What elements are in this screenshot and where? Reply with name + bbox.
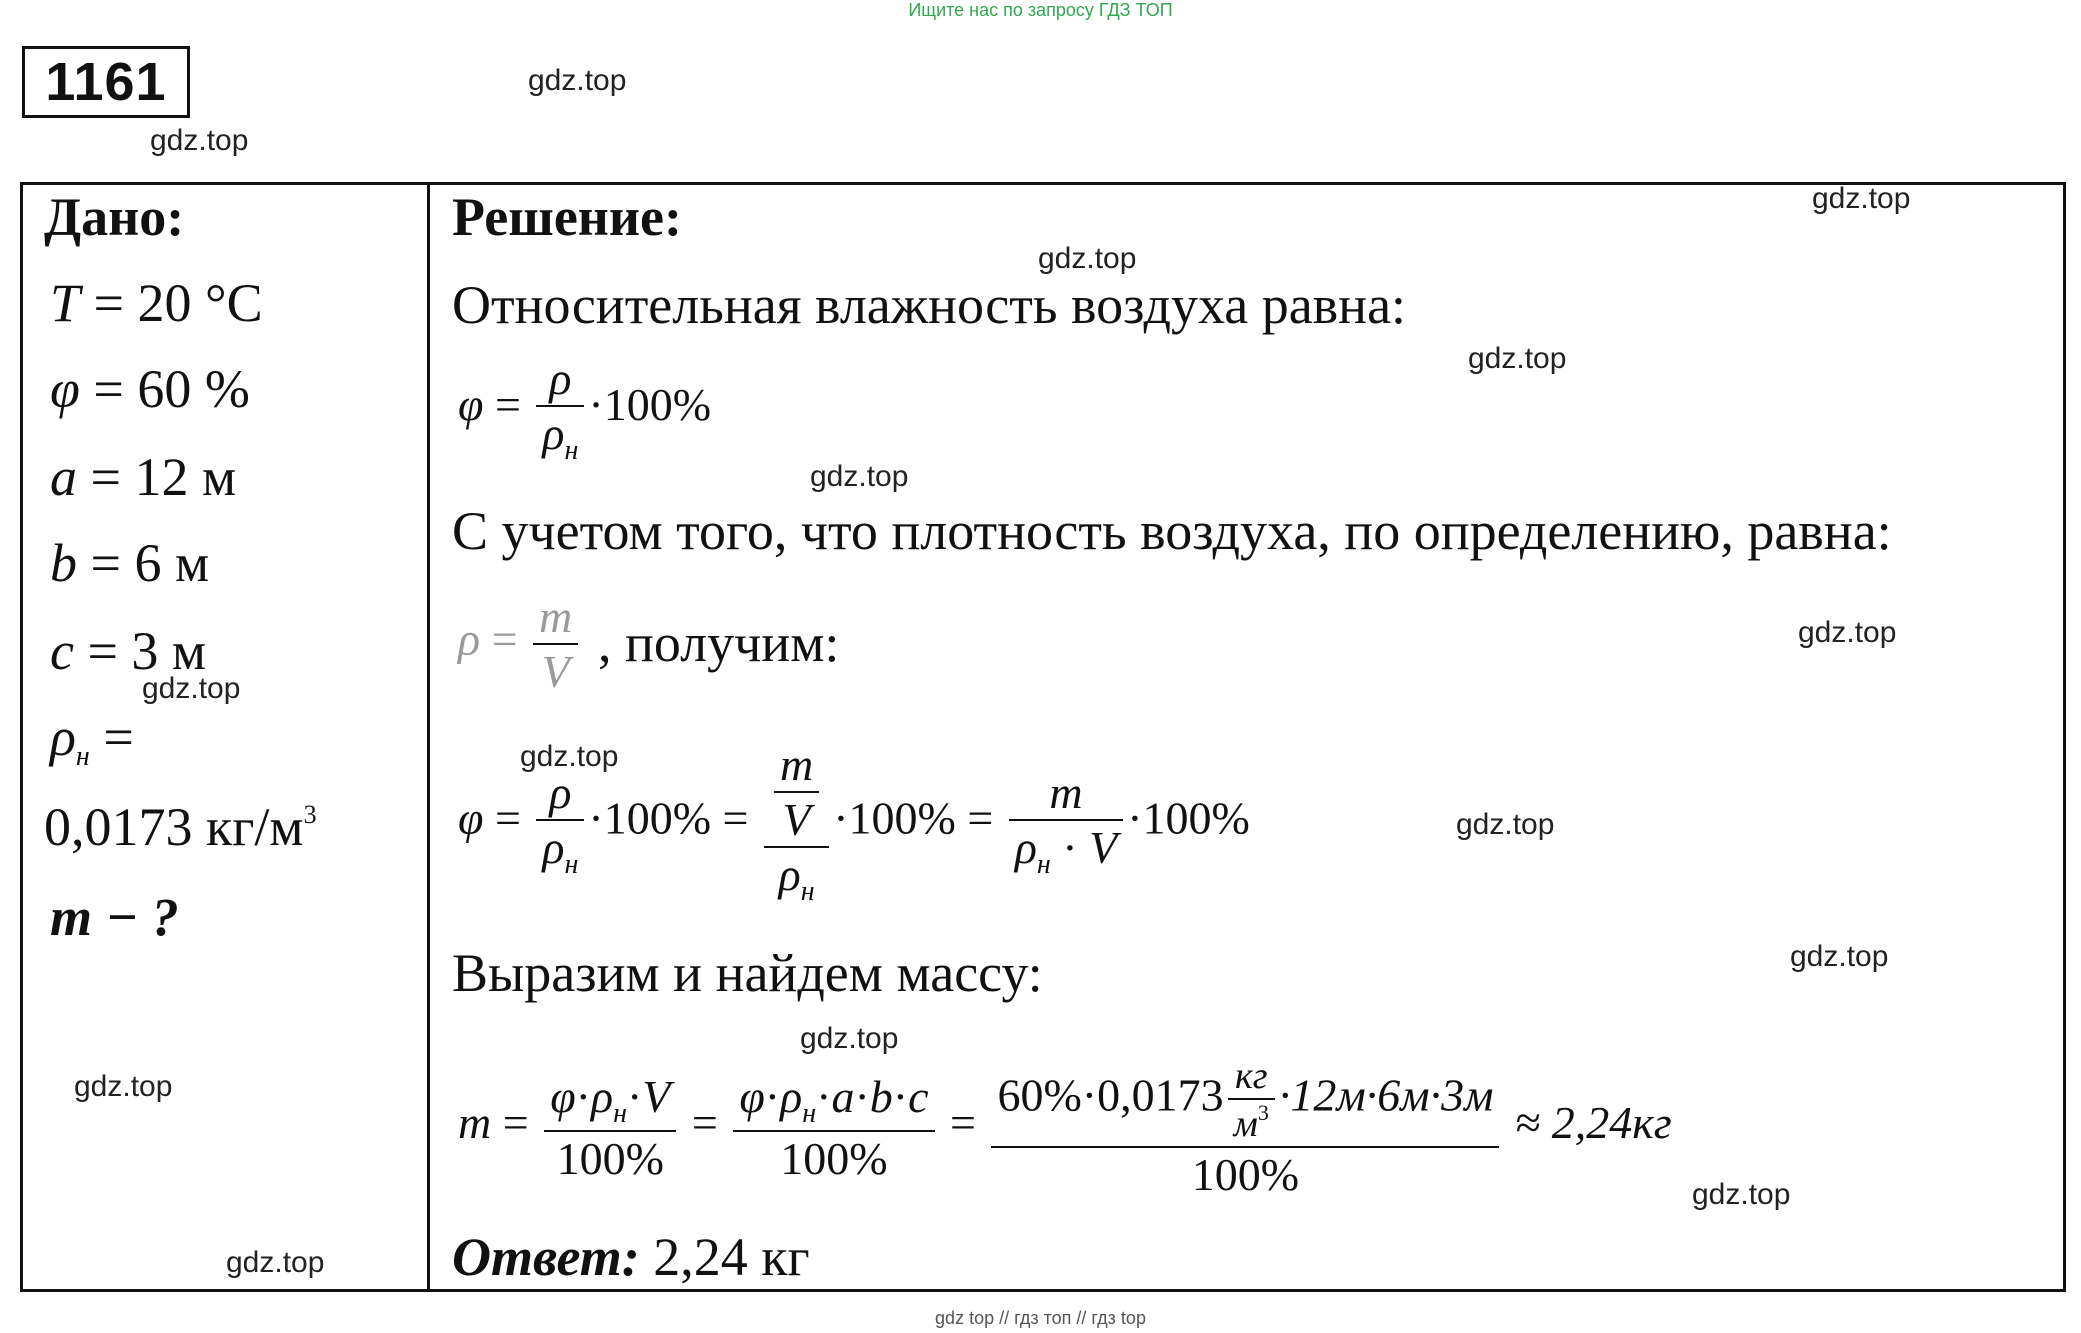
- given-temperature: T = 20 °C: [50, 273, 263, 333]
- solution-text-3: , получим:: [598, 613, 840, 673]
- watermark: gdz.top: [1812, 182, 1911, 215]
- given-length-c: c = 3 м: [50, 621, 207, 681]
- formula-mass: m = $\frac{\varphi\cdot\rho_н\cdot V}{100\%}$ = $\frac{\varphi\cdot\rho_н\cdot a\cdot b\cdot c}{100\%}$ = 60%·0,0173 $\frac{кг}{м^3}$ ·12м·6м·3м 100% ≈ 2,24кг: [458, 1055, 1672, 1200]
- watermark: gdz.top: [74, 1070, 173, 1103]
- solution-text-4: Выразим и найдем массу:: [452, 943, 1043, 1003]
- task-number: 1161: [22, 46, 190, 118]
- watermark: gdz.top: [226, 1246, 325, 1279]
- footer: gdz top // гдз топ // гдз top: [935, 1308, 1146, 1328]
- given-length-a: a = 12 м: [50, 447, 237, 507]
- watermark: gdz.top: [1456, 808, 1555, 841]
- watermark: gdz.top: [1790, 940, 1889, 973]
- watermark: gdz.top: [520, 740, 619, 773]
- solution-text-2: С учетом того, что плотность воздуха, по определению, равна:: [452, 501, 1892, 561]
- watermark: gdz.top: [1468, 342, 1567, 375]
- watermark: gdz.top: [142, 672, 241, 705]
- formula-density: ρ = $\frac{m}{V}$: [458, 590, 582, 698]
- given-unknown: m − ?: [50, 887, 179, 947]
- formula-humidity: φ = $\frac{\rho}{\rho_н}$ ·100%: [458, 353, 712, 466]
- watermark: gdz.top: [528, 64, 627, 97]
- watermark: gdz.top: [1798, 616, 1897, 649]
- solution-text-1: Относительная влажность воздуха равна:: [452, 275, 1407, 335]
- given-saturated-density-value: 0,0173 $кг/м^3$: [44, 797, 317, 857]
- watermark: gdz.top: [810, 460, 909, 493]
- solution-heading: Решение:: [452, 187, 682, 247]
- formula-substitution: φ = $\frac{\rho}{\rho_н}$ ·100% = $\frac{\frac{m}{V}}{\rho_н}$ ·100% = $\frac{m}{\rho_н \cdot V}$ ·100%: [458, 739, 1250, 907]
- answer: Ответ: 2,24 кг: [452, 1227, 810, 1287]
- given-saturated-density: $\rho_н$ =: [50, 707, 134, 772]
- watermark: gdz.top: [1038, 242, 1137, 275]
- watermark: gdz.top: [150, 124, 249, 157]
- given-humidity: φ = 60 %: [50, 359, 250, 419]
- watermark: gdz.top: [1692, 1178, 1791, 1211]
- column-divider: [427, 182, 430, 1292]
- given-heading: Дано:: [44, 187, 185, 247]
- given-length-b: b = 6 м: [50, 533, 210, 593]
- top-banner: Ищите нас по запросу ГДЗ ТОП: [908, 0, 1173, 20]
- watermark: gdz.top: [800, 1022, 899, 1055]
